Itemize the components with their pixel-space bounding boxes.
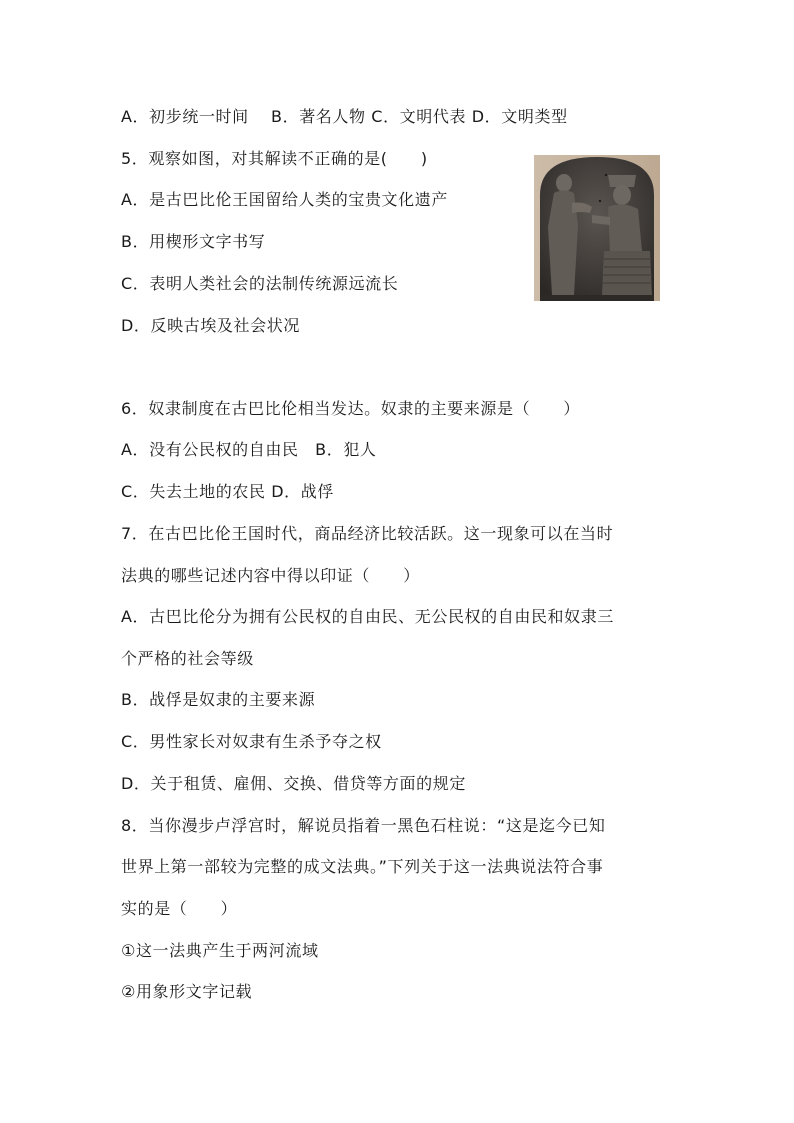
q8-statement-1: ①这一法典产生于两河流域 bbox=[121, 941, 319, 960]
q4-options: A．初步统一时间 B．著名人物 C．文明代表 D．文明类型 bbox=[121, 107, 568, 126]
q7-stem-line1: 7．在古巴比伦王国时代，商品经济比较活跃。这一现象可以在当时 bbox=[121, 524, 614, 543]
q5-stem: 5．观察如图，对其解读不正确的是( ) bbox=[121, 149, 428, 168]
q5-option-d: D．反映古埃及社会状况 bbox=[121, 316, 300, 335]
stele-relief-photo bbox=[534, 155, 660, 301]
q5-option-a: A．是古巴比伦王国留给人类的宝贵文化遗产 bbox=[121, 190, 448, 209]
stele-relief-image bbox=[534, 155, 660, 301]
q5-option-b: B．用楔形文字书写 bbox=[121, 232, 266, 251]
q7-option-d: D．关于租赁、雇佣、交换、借贷等方面的规定 bbox=[121, 774, 466, 793]
q7-stem-line2: 法典的哪些记述内容中得以印证（ ） bbox=[121, 566, 420, 585]
q7-option-b: B．战俘是奴隶的主要来源 bbox=[121, 690, 316, 709]
q6-stem: 6．奴隶制度在古巴比伦相当发达。奴隶的主要来源是（ ） bbox=[121, 399, 580, 418]
q6-options-cd: C．失去土地的农民 D．战俘 bbox=[121, 482, 334, 501]
q7-option-c: C．男性家长对奴隶有生杀予夺之权 bbox=[121, 732, 382, 751]
q5-option-c: C．表明人类社会的法制传统源远流长 bbox=[121, 274, 399, 293]
q7-option-a-line2: 个严格的社会等级 bbox=[121, 649, 254, 668]
q8-statement-2: ②用象形文字记载 bbox=[121, 982, 253, 1001]
q6-options-ab: A．没有公民权的自由民 B．犯人 bbox=[121, 440, 377, 459]
q7-option-a-line1: A．古巴比伦分为拥有公民权的自由民、无公民权的自由民和奴隶三 bbox=[121, 607, 614, 626]
q8-stem-line2: 世界上第一部较为完整的成文法典。”下列关于这一法典说法符合事 bbox=[121, 857, 604, 876]
q8-stem-line3: 实的是（ ） bbox=[121, 899, 238, 918]
q8-stem-line1: 8．当你漫步卢浮宫时，解说员指着一黑色石柱说：“这是迄今已知 bbox=[121, 816, 606, 835]
